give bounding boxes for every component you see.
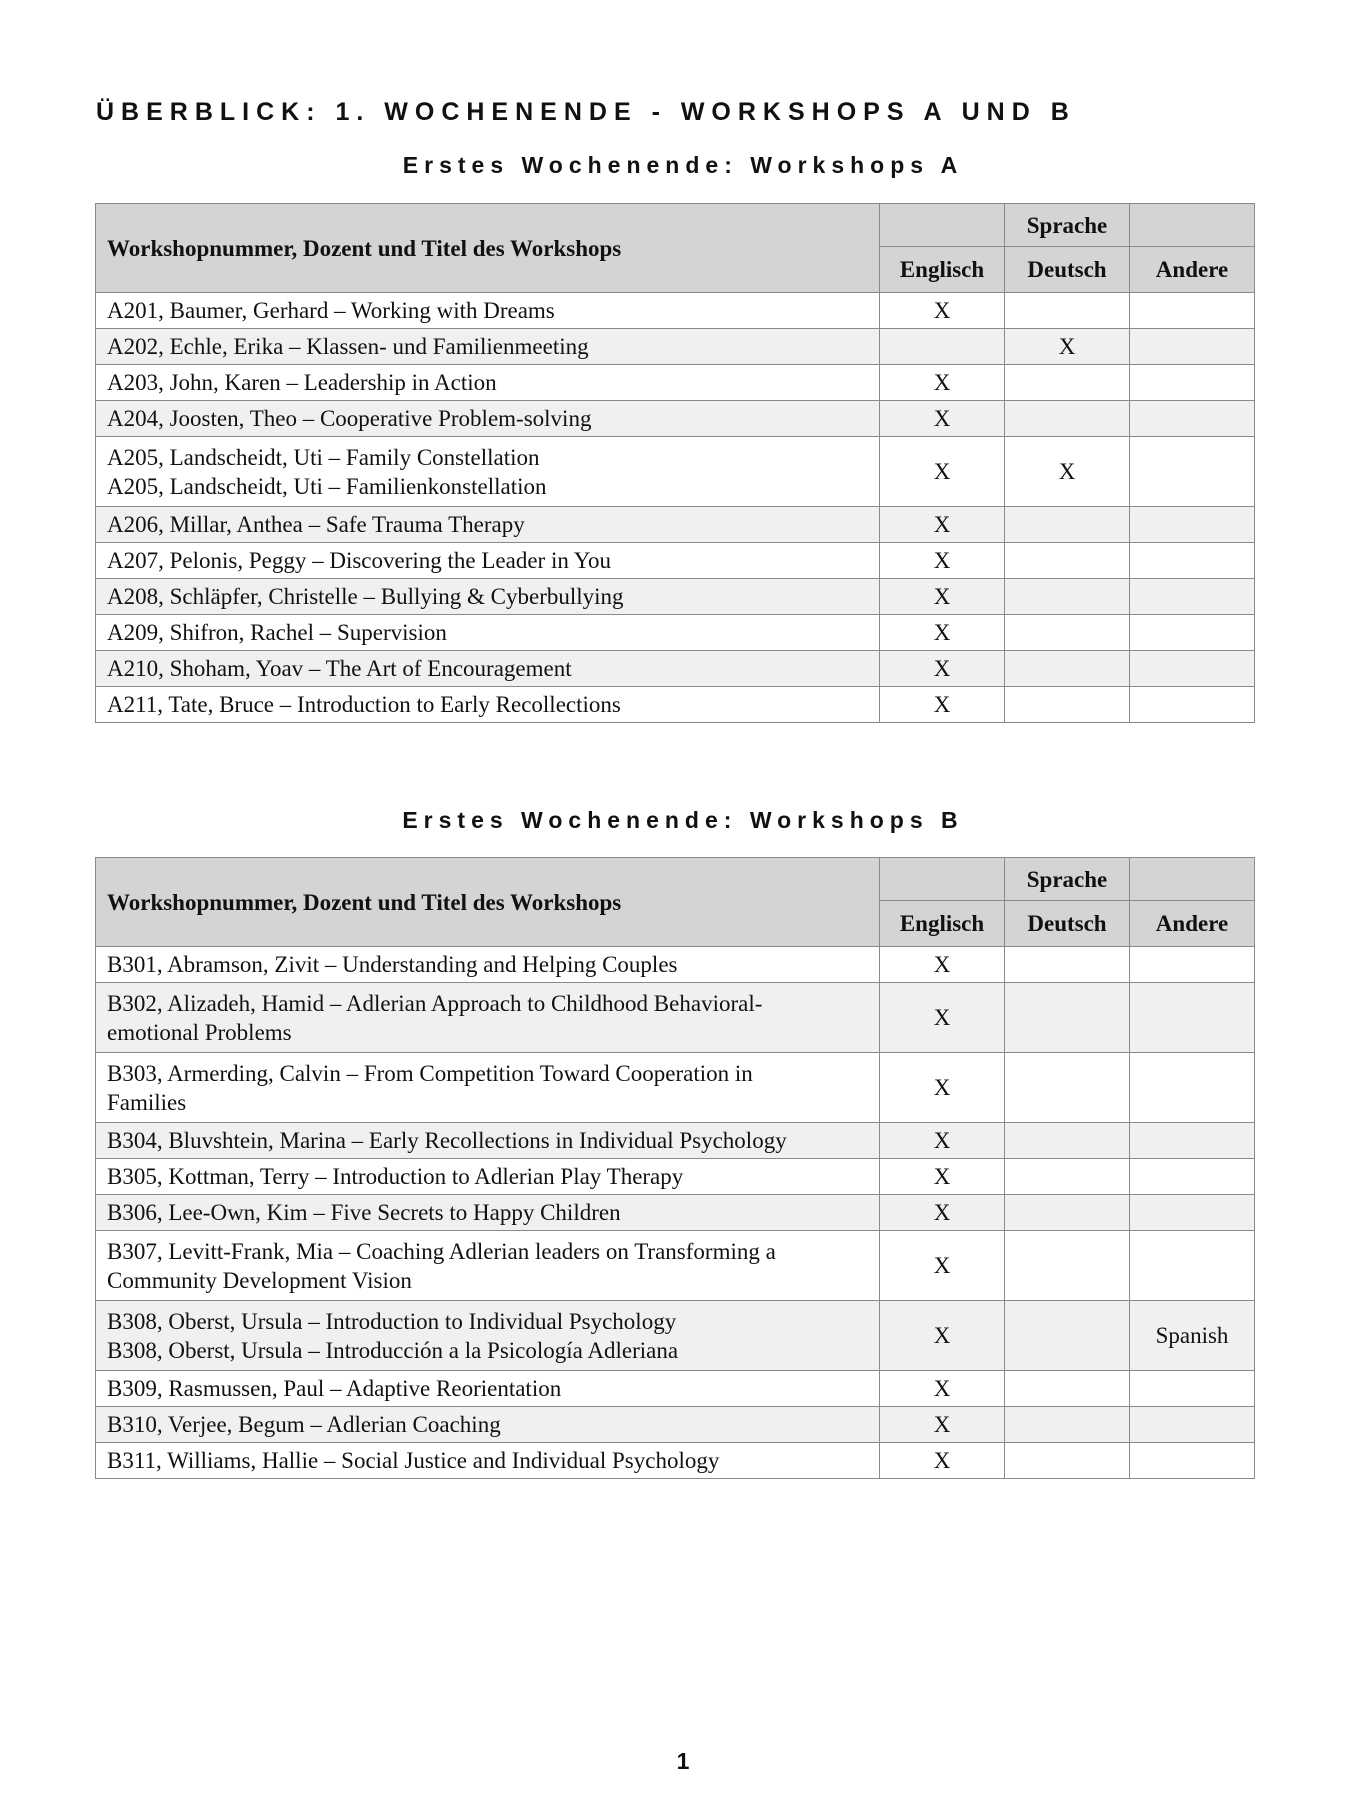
englisch-mark: X xyxy=(880,1301,1005,1371)
deutsch-mark xyxy=(1005,401,1130,437)
workshop-title-cell xyxy=(96,507,880,543)
column-header-sprache: Sprache xyxy=(1005,204,1130,247)
andere-cell xyxy=(1130,1407,1255,1443)
andere-cell xyxy=(1130,1371,1255,1407)
page-heading: ÜBERBLICK: 1. WOCHENENDE - WORKSHOPS A UND B xyxy=(96,98,1076,126)
table-row xyxy=(96,651,1255,687)
englisch-mark: X xyxy=(880,947,1005,983)
column-header-blank xyxy=(1130,204,1255,247)
englisch-mark: X xyxy=(880,437,1005,507)
workshop-title-line: A204, Joosten, Theo – Cooperative Problem-solving xyxy=(107,406,592,431)
workshop-title-line: B308, Oberst, Ursula – Introduction to Individual Psychology xyxy=(107,1308,677,1334)
andere-cell xyxy=(1130,507,1255,543)
deutsch-mark xyxy=(1005,1371,1130,1407)
workshop-title-cell xyxy=(96,329,880,365)
workshop-title-line: A206, Millar, Anthea – Safe Trauma Therapy xyxy=(107,512,525,537)
workshop-title-line: B309, Rasmussen, Paul – Adaptive Reorientation xyxy=(107,1376,562,1401)
deutsch-mark xyxy=(1005,687,1130,723)
workshop-title-line: A205, Landscheidt, Uti – Family Constellation xyxy=(107,444,540,470)
column-header-sprache: Sprache xyxy=(1005,858,1130,901)
workshop-title-cell xyxy=(96,1301,880,1371)
englisch-mark: X xyxy=(880,1053,1005,1123)
deutsch-mark xyxy=(1005,1053,1130,1123)
deutsch-mark xyxy=(1005,1407,1130,1443)
workshop-title-cell xyxy=(96,365,880,401)
englisch-mark: X xyxy=(880,1195,1005,1231)
andere-cell xyxy=(1130,1195,1255,1231)
deutsch-mark: X xyxy=(1005,437,1130,507)
workshop-title-line: B303, Armerding, Calvin – From Competition Toward Cooperation in xyxy=(107,1060,753,1086)
workshop-title-cell xyxy=(96,437,880,507)
englisch-mark: X xyxy=(880,1231,1005,1301)
table-row xyxy=(96,365,1255,401)
workshop-title-line: Community Development Vision xyxy=(107,1267,412,1293)
workshop-title-cell xyxy=(96,293,880,329)
workshop-title-cell xyxy=(96,1231,880,1301)
andere-cell xyxy=(1130,1053,1255,1123)
workshop-title-line: A207, Pelonis, Peggy – Discovering the Leader in You xyxy=(107,548,612,573)
workshop-title-cell xyxy=(96,1407,880,1443)
workshop-title-line: A210, Shoham, Yoav – The Art of Encouragement xyxy=(107,656,572,681)
workshop-title-cell xyxy=(96,1053,880,1123)
deutsch-mark xyxy=(1005,983,1130,1053)
andere-cell xyxy=(1130,579,1255,615)
englisch-mark: X xyxy=(880,507,1005,543)
andere-cell xyxy=(1130,651,1255,687)
englisch-mark: X xyxy=(880,1371,1005,1407)
englisch-mark: X xyxy=(880,983,1005,1053)
andere-cell xyxy=(1130,615,1255,651)
deutsch-mark xyxy=(1005,365,1130,401)
andere-cell xyxy=(1130,687,1255,723)
table-row xyxy=(96,1443,1255,1479)
workshops-a-table xyxy=(95,203,1255,723)
workshop-title-line: B305, Kottman, Terry – Introduction to Adlerian Play Therapy xyxy=(107,1164,684,1189)
englisch-mark: X xyxy=(880,1159,1005,1195)
workshop-title-cell xyxy=(96,401,880,437)
workshop-title-cell xyxy=(96,615,880,651)
column-header-blank xyxy=(880,858,1005,901)
table-row xyxy=(96,507,1255,543)
workshops-b-body xyxy=(96,947,1255,1479)
column-header-title: Workshopnummer, Dozent und Titel des Workshops xyxy=(96,204,880,293)
workshop-title-cell xyxy=(96,1371,880,1407)
andere-cell xyxy=(1130,1159,1255,1195)
section-title-workshops-a: Erstes Wochenende: Workshops A xyxy=(402,152,964,178)
column-header-andere: Andere xyxy=(1130,901,1255,947)
column-header-blank xyxy=(1130,858,1255,901)
workshop-title-cell xyxy=(96,1443,880,1479)
deutsch-mark xyxy=(1005,1123,1130,1159)
andere-cell xyxy=(1130,983,1255,1053)
englisch-mark: X xyxy=(880,651,1005,687)
table-row xyxy=(96,947,1255,983)
workshop-title-line: B301, Abramson, Zivit – Understanding and Helping Couples xyxy=(107,952,678,977)
andere-cell xyxy=(1130,947,1255,983)
andere-cell xyxy=(1130,543,1255,579)
workshop-title-cell xyxy=(96,543,880,579)
column-header-englisch: Englisch xyxy=(880,247,1005,293)
andere-cell xyxy=(1130,1231,1255,1301)
workshop-title-line: emotional Problems xyxy=(107,1019,292,1045)
workshop-title-line: B304, Bluvshtein, Marina – Early Recollections in Individual Psychology xyxy=(107,1128,787,1153)
table-row xyxy=(96,687,1255,723)
deutsch-mark xyxy=(1005,1159,1130,1195)
table-row xyxy=(96,1195,1255,1231)
workshop-title-line: B310, Verjee, Begum – Adlerian Coaching xyxy=(107,1412,501,1437)
table-row xyxy=(96,1407,1255,1443)
englisch-mark xyxy=(880,329,1005,365)
workshop-title-cell xyxy=(96,947,880,983)
andere-cell xyxy=(1130,365,1255,401)
workshop-title-line: B302, Alizadeh, Hamid – Adlerian Approach to Childhood Behavioral- xyxy=(107,990,763,1016)
andere-cell xyxy=(1130,1443,1255,1479)
table-row xyxy=(96,983,1255,1053)
andere-cell xyxy=(1130,437,1255,507)
table-row xyxy=(96,579,1255,615)
workshop-title-line: A205, Landscheidt, Uti – Familienkonstellation xyxy=(107,473,547,499)
table-row xyxy=(96,543,1255,579)
workshop-title-cell xyxy=(96,1195,880,1231)
table-row xyxy=(96,1159,1255,1195)
workshop-title-cell xyxy=(96,983,880,1053)
deutsch-mark xyxy=(1005,651,1130,687)
deutsch-mark xyxy=(1005,1301,1130,1371)
workshops-a-body xyxy=(96,293,1255,723)
englisch-mark: X xyxy=(880,1407,1005,1443)
workshop-title-line: A209, Shifron, Rachel – Supervision xyxy=(107,620,447,645)
workshop-title-line: B308, Oberst, Ursula – Introducción a la Psicología Adleriana xyxy=(107,1337,679,1363)
deutsch-mark xyxy=(1005,947,1130,983)
table-row xyxy=(96,1301,1255,1371)
englisch-mark: X xyxy=(880,579,1005,615)
deutsch-mark xyxy=(1005,615,1130,651)
workshop-title-line: Families xyxy=(107,1089,187,1115)
table-row xyxy=(96,329,1255,365)
workshop-title-line: A203, John, Karen – Leadership in Action xyxy=(107,370,497,395)
workshops-b-table xyxy=(95,857,1255,1479)
andere-cell xyxy=(1130,401,1255,437)
workshop-title-line: B307, Levitt-Frank, Mia – Coaching Adlerian leaders on Transforming a xyxy=(107,1238,776,1264)
englisch-mark: X xyxy=(880,615,1005,651)
englisch-mark: X xyxy=(880,293,1005,329)
table-row xyxy=(96,1231,1255,1301)
deutsch-mark xyxy=(1005,1231,1130,1301)
workshop-title-cell xyxy=(96,1159,880,1195)
andere-cell xyxy=(1130,293,1255,329)
andere-cell xyxy=(1130,1123,1255,1159)
table-row xyxy=(96,293,1255,329)
deutsch-mark xyxy=(1005,579,1130,615)
deutsch-mark xyxy=(1005,1443,1130,1479)
englisch-mark: X xyxy=(880,1443,1005,1479)
workshop-title-cell xyxy=(96,579,880,615)
deutsch-mark xyxy=(1005,293,1130,329)
workshop-title-cell xyxy=(96,1123,880,1159)
englisch-mark: X xyxy=(880,401,1005,437)
deutsch-mark: X xyxy=(1005,329,1130,365)
englisch-mark: X xyxy=(880,543,1005,579)
column-header-andere: Andere xyxy=(1130,247,1255,293)
table-row xyxy=(96,437,1255,507)
englisch-mark: X xyxy=(880,1123,1005,1159)
workshop-title-line: A201, Baumer, Gerhard – Working with Dreams xyxy=(107,298,555,323)
andere-cell: Spanish xyxy=(1130,1301,1255,1371)
deutsch-mark xyxy=(1005,507,1130,543)
workshop-title-line: B306, Lee-Own, Kim – Five Secrets to Happy Children xyxy=(107,1200,621,1225)
workshop-title-line: A202, Echle, Erika – Klassen- und Familienmeeting xyxy=(107,334,589,359)
table-row xyxy=(96,401,1255,437)
workshop-title-line: B311, Williams, Hallie – Social Justice and Individual Psychology xyxy=(107,1448,720,1473)
workshop-title-line: A208, Schläpfer, Christelle – Bullying & Cyberbullying xyxy=(107,584,624,609)
englisch-mark: X xyxy=(880,687,1005,723)
workshop-title-cell xyxy=(96,687,880,723)
table-row xyxy=(96,615,1255,651)
column-header-deutsch: Deutsch xyxy=(1005,247,1130,293)
column-header-title: Workshopnummer, Dozent und Titel des Workshops xyxy=(96,858,880,947)
workshop-title-cell xyxy=(96,651,880,687)
section-title-workshops-b: Erstes Wochenende: Workshops B xyxy=(402,807,964,833)
page-number: 1 xyxy=(676,1748,690,1774)
englisch-mark: X xyxy=(880,365,1005,401)
column-header-englisch: Englisch xyxy=(880,901,1005,947)
table-row xyxy=(96,1123,1255,1159)
andere-cell xyxy=(1130,329,1255,365)
table-row xyxy=(96,1371,1255,1407)
deutsch-mark xyxy=(1005,1195,1130,1231)
table-row xyxy=(96,1053,1255,1123)
column-header-blank xyxy=(880,204,1005,247)
workshop-title-line: A211, Tate, Bruce – Introduction to Early Recollections xyxy=(107,692,621,717)
deutsch-mark xyxy=(1005,543,1130,579)
column-header-deutsch: Deutsch xyxy=(1005,901,1130,947)
